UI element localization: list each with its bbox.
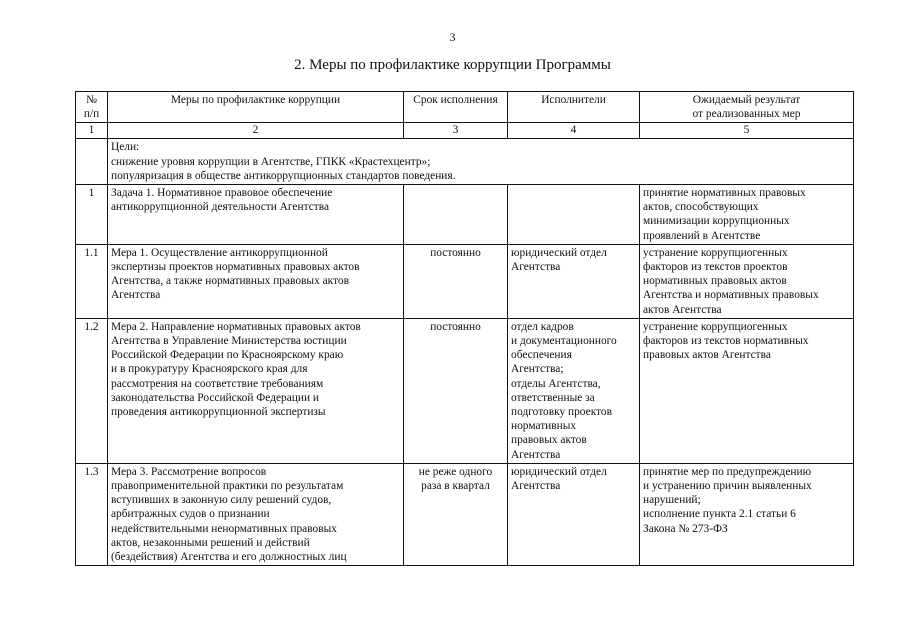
table-row — [76, 318, 854, 463]
row-measure: Задача 1. Нормативное правовое обеспечение антикоррупционной деятельности Агентства — [108, 185, 404, 245]
row-deadline — [404, 185, 508, 245]
header-executors: Исполнители — [508, 92, 640, 123]
table-row — [76, 244, 854, 318]
column-number: 1 — [76, 123, 108, 139]
header-deadline: Срок исполнения — [404, 92, 508, 123]
row-num: 1 — [76, 185, 108, 245]
page-number: 3 — [449, 30, 456, 44]
row-measure: Мера 1. Осуществление антикоррупционной экспертизы проектов нормативных правовых актов Агентства, а также нормативных правовых актов Агентства — [108, 244, 404, 318]
row-executors — [508, 185, 640, 245]
row-deadline: постоянно — [404, 244, 508, 318]
goals-row — [76, 139, 854, 185]
header-num: № п/п — [76, 92, 108, 123]
header-result: Ожидаемый результат от реализованных мер — [640, 92, 854, 123]
row-executors: отдел кадров и документационного обеспечения Агентства; отделы Агентства, ответственные за подготовку проектов нормативных правовых актов Агентства — [508, 318, 640, 463]
row-measure: Мера 2. Направление нормативных правовых актов Агентства в Управление Министерства юстиции Российской Федерации по Красноярскому краю и в прокуратуру Красноярского края для рассмотрения на соответствие требованиям законодательства Российской Федерации и проведения антикоррупционной экспертизы — [108, 318, 404, 463]
goals-text: Цели: снижение уровня коррупции в Агентстве, ГПКК «Крастехцентр»; популяризация в обществе антикоррупционных стандартов поведения. — [108, 139, 854, 185]
table-row — [76, 463, 854, 565]
row-result: устранение коррупциогенных факторов из текстов проектов нормативных правовых актов Агентства и нормативных правовых актов Агентства — [640, 244, 854, 318]
measures-table — [75, 91, 854, 566]
row-executors: юридический отдел Агентства — [508, 244, 640, 318]
section-title: 2. Меры по профилактике коррупции Программы — [294, 57, 611, 73]
row-result: принятие нормативных правовых актов, способствующих минимизации коррупционных проявлений в Агентстве — [640, 185, 854, 245]
column-number: 2 — [108, 123, 404, 139]
row-result: устранение коррупциогенных факторов из текстов нормативных правовых актов Агентства — [640, 318, 854, 463]
row-deadline: постоянно — [404, 318, 508, 463]
table-row — [76, 185, 854, 245]
column-number: 3 — [404, 123, 508, 139]
row-num: 1.1 — [76, 244, 108, 318]
row-deadline: не реже одного раза в квартал — [404, 463, 508, 565]
goals-num-cell — [76, 139, 108, 185]
row-executors: юридический отдел Агентства — [508, 463, 640, 565]
row-num: 1.2 — [76, 318, 108, 463]
column-number: 5 — [640, 123, 854, 139]
row-num: 1.3 — [76, 463, 108, 565]
header-measures: Меры по профилактике коррупции — [108, 92, 404, 123]
row-result: принятие мер по предупреждению и устранению причин выявленных нарушений; исполнение пункта 2.1 статьи 6 Закона № 273-ФЗ — [640, 463, 854, 565]
table-header-row — [76, 92, 854, 123]
column-number: 4 — [508, 123, 640, 139]
row-measure: Мера 3. Рассмотрение вопросов правоприменительной практики по результатам вступивших в законную силу решений судов, арбитражных судов о признании недействительными ненормативных правовых актов, незаконными решений и действий (бездействия) Агентства и его должностных лиц — [108, 463, 404, 565]
column-numbers-row — [76, 123, 854, 139]
